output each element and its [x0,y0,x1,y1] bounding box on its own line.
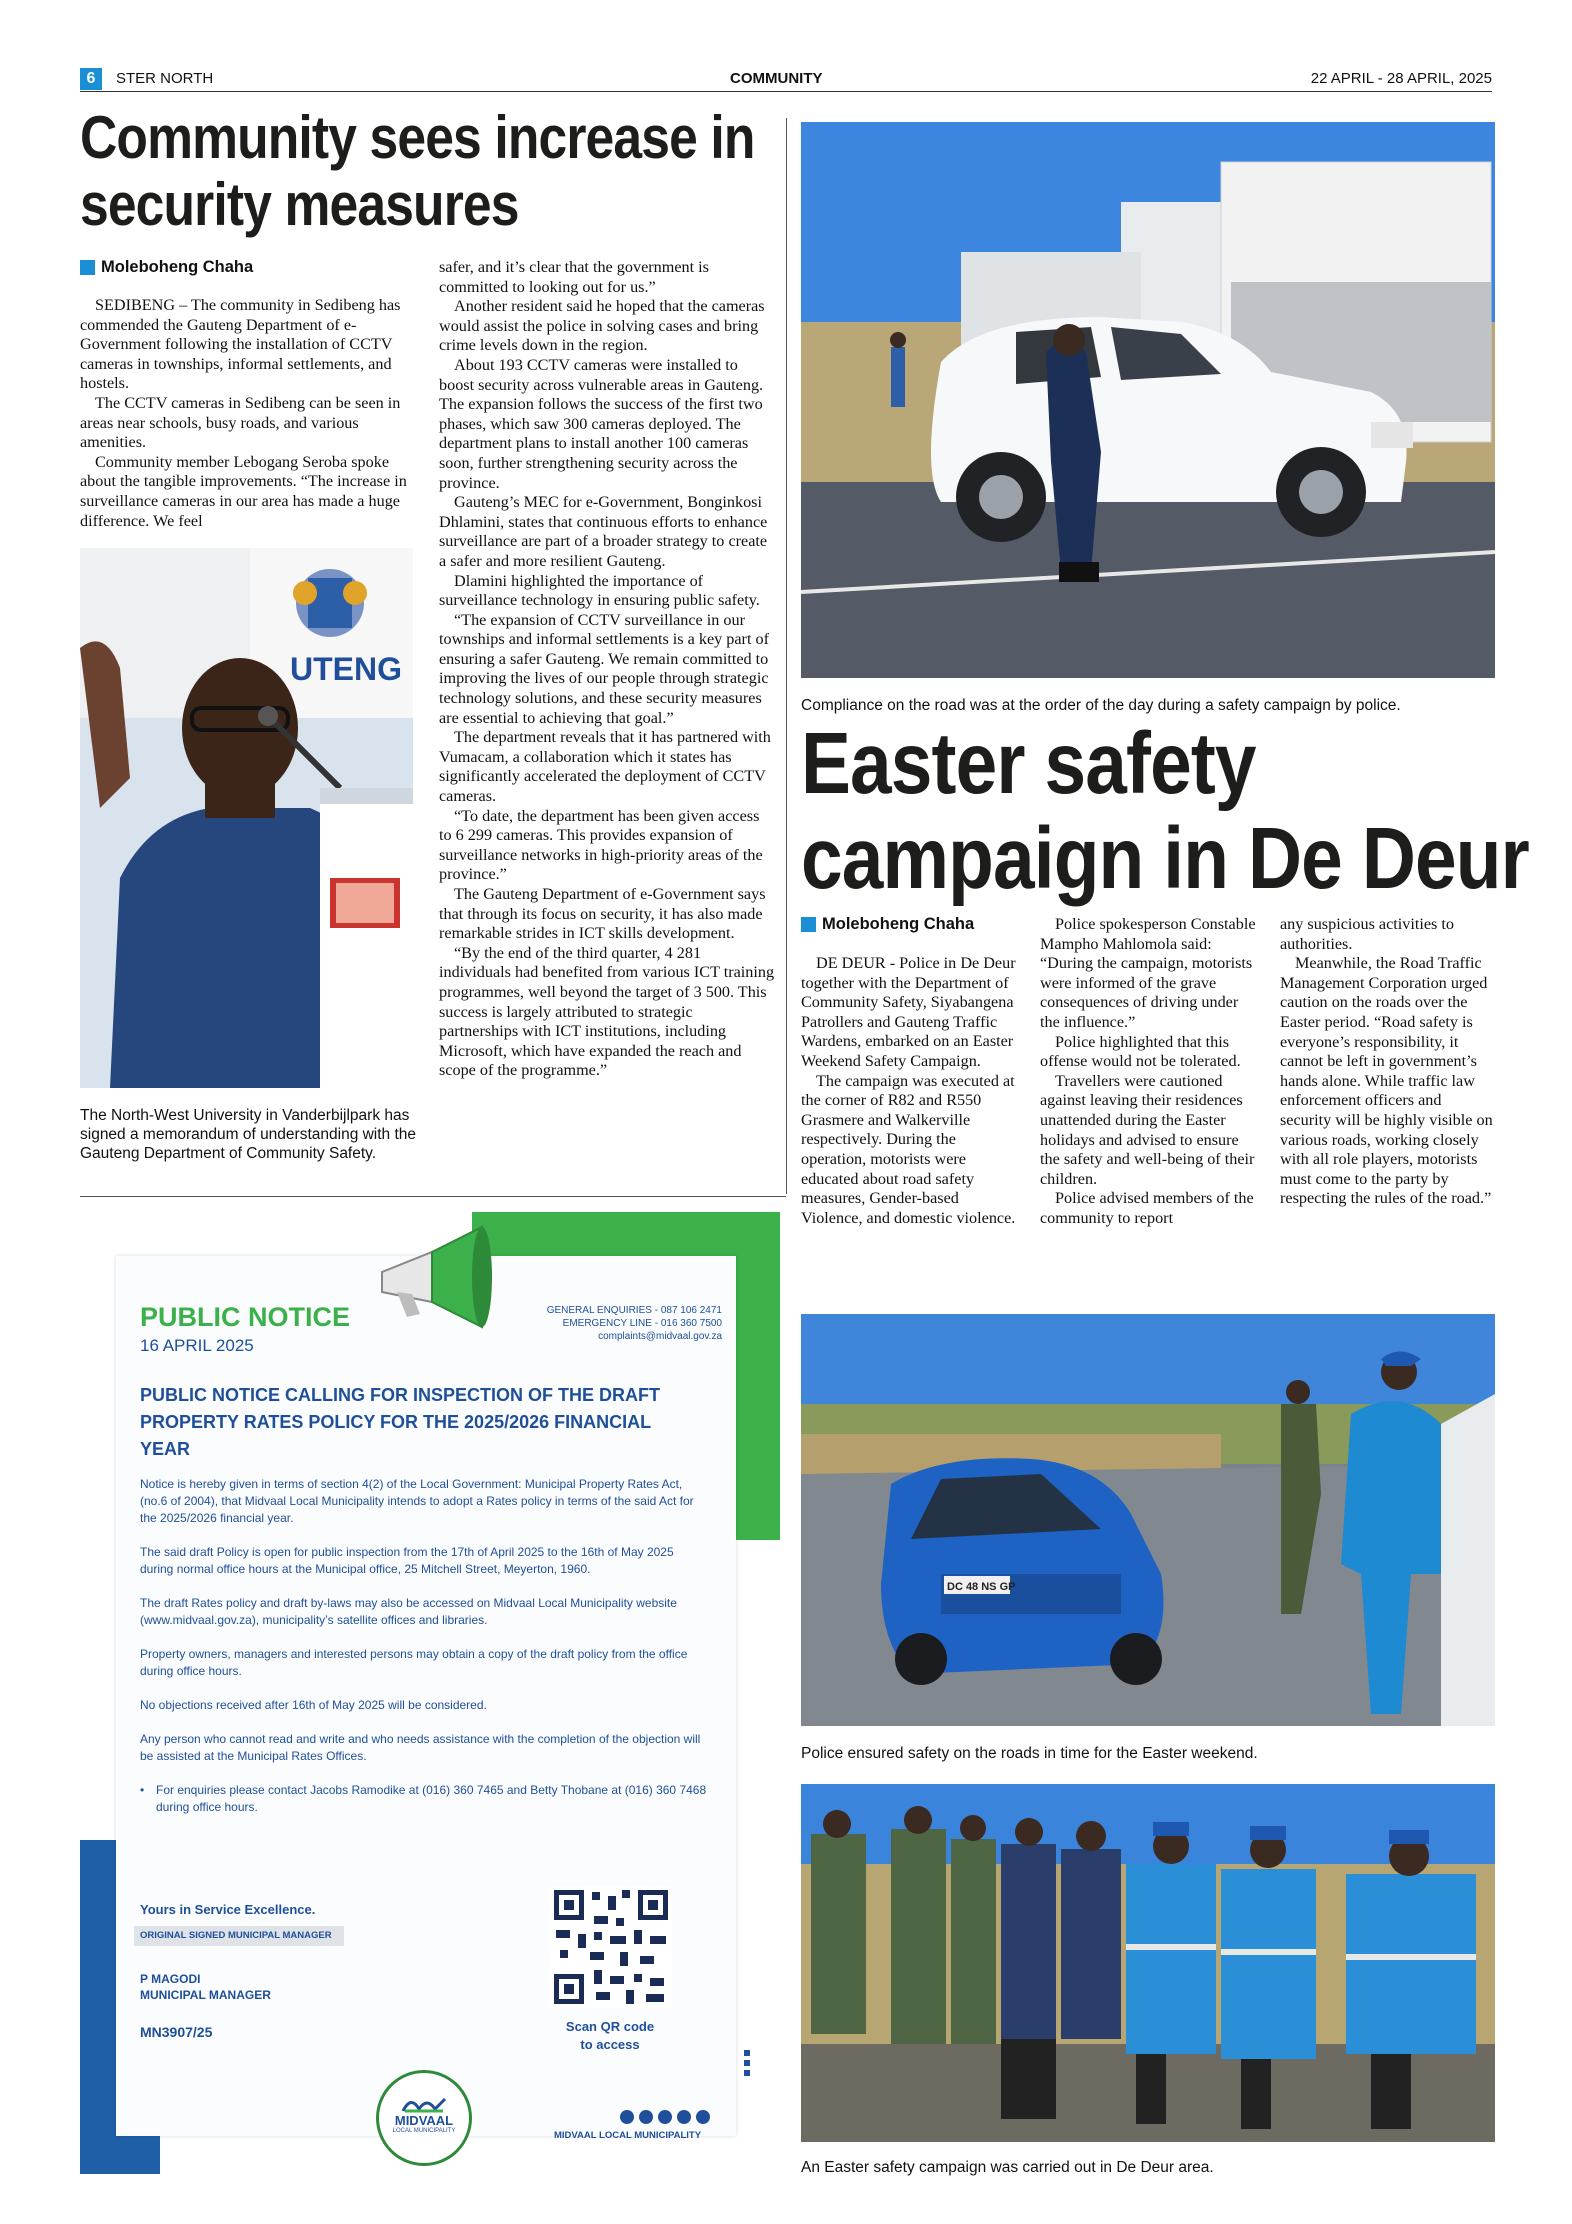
logo-text: MIDVAAL [394,2113,454,2128]
road-safety-photo-caption: Police ensured safety on the roads in time for the Easter weekend. [801,1745,1258,1762]
story2-col2-para: Police spokesperson Constable Mampho Mahlomola said: “During the campaign, motorists were informed of the grave consequences of driving under the influence.” [1040,915,1256,1031]
notice-bullet-text: For enquiries please contact Jacobs Ramodike at (016) 360 7465 and Betty Thobane at (016) 360 7468 during office hours. [156,1783,707,1814]
notice-para: The said draft Policy is open for public inspection from the 17th of April 2025 to the 16th of May 2025 during normal office hours at the Municipal office, 25 Mitchell Street, Meyerton, 1960. [140,1545,674,1576]
bullet-icon: • [140,1783,145,1797]
notice-para: The draft Rates policy and draft by-laws may also be accessed on Midvaal Local Municipality website (www.midvaal.gov.za), municipality’s satellite offices and libraries. [140,1596,677,1627]
story1-col2-para: The department reveals that it has partnered with Vumacam, a collaboration which it states has significantly accelerated the deployment of CCTV cameras. [439,728,771,806]
story1-col1-para: Community member Lebogang Seroba spoke about the tangible improvements. “The increase in surveillance cameras in our area has made a huge difference. We feel [80,452,407,530]
public-notice-advert [80,1212,780,2174]
category-label: COMMUNITY [730,70,823,87]
story1-column2 [439,258,775,1081]
story2-col3-para: any suspicious activities to authorities. [1280,915,1454,953]
story1-col2-para: The Gauteng Department of e-Government says that through its focus on security, it has also made remarkable strides in ICT skills development. [439,885,766,943]
officers-group-photo [801,1784,1495,2142]
emergency-line: EMERGENCY LINE - 016 360 7500 [562,1318,722,1329]
notice-body [140,1476,710,1816]
qr-caption-line2: to access [580,2037,640,2052]
story1-col2-para: safer, and it’s clear that the government is committed to looking out for us.” [439,258,709,296]
story2-col3-para: Meanwhile, the Road Traffic Management Corporation urged caution on the roads over the Easter period. “Road safety is everyone’s responsibility, it cannot be left in government’s hands alone. While traffic law enforcement officers and security will be highly visible on various roads, working closely with all role players, motorists must come to the party by respecting the rules of the road.” [1280,954,1493,1208]
linkedin-icon[interactable] [658,2110,672,2124]
speaker-photo [80,548,413,1088]
story1-col2-para: Gauteng’s MEC for e-Government, Bonginkosi Dhlamini, states that continuous efforts to enhance surveillance are part of a broader strategy to create a safer and more resilient Gauteng. [439,493,768,570]
story2-headline [801,716,1529,906]
notice-para: No objections received after 16th of May 2025 will be considered. [140,1698,487,1712]
more-dots-icon [744,2050,750,2076]
story2-byline [801,915,974,934]
notice-para: Any person who cannot read and write and who needs assistance with the completion of the objection will be assisted at the Municipal Rates Offices. [140,1732,701,1763]
story1-author: Moleboheng Chaha [101,258,254,276]
social-icons [620,2110,710,2124]
midvaal-logo [376,2070,472,2166]
signatory-title: MUNICIPAL MANAGER [140,1988,271,2002]
story2-col2-para: Police highlighted that this offense would not be tolerated. [1040,1032,1241,1071]
story1-headline-line2: security measures [80,171,519,239]
story2-headline-line1: Easter safety [801,715,1256,812]
road-safety-photo [801,1314,1495,1726]
story2-column1 [801,954,1023,1228]
qr-caption-line1: Scan QR code [565,2019,655,2034]
story2-author: Moleboheng Chaha [822,915,975,933]
instagram-icon[interactable] [677,2110,691,2124]
story2-col2-para: Travellers were cautioned against leaving their residences unattended during the Easter holidays and advised to ensure the safety and well-being of their children. [1040,1071,1255,1188]
byline-marker [801,917,816,932]
page-header [80,68,1492,92]
story1-col1-para: SEDIBENG – The community in Sedibeng has commended the Gauteng Department of e-Government following the installation of CCTV cameras in townships, informal settlements, and hostels. [80,296,401,393]
story1-col2-para: “The expansion of CCTV surveillance in our townships and informal settlements is a key part of ensuring a safer Gauteng. We remain committed to improving the lives of our people through strategic technology solutions, and these security measures are essential to achieving that goal.” [439,610,769,727]
story2-headline-line2: campaign in De Deur [801,810,1529,907]
notice-contacts [480,1304,722,1343]
story2-col1-para: DE DEUR - Police in De Deur together with the Department of Community Safety, Siyabangena Patrollers and Gauteng Traffic Wardens, embarked on an Easter Weekend Safety Campaign. [801,954,1016,1070]
podium-sign-text: UTENG [290,651,402,687]
story1-col2-para: Dlamini highlighted the importance of surveillance technology in ensuring public safety. [439,571,760,610]
qr-code-icon[interactable] [550,1886,672,2008]
number-plate: DC 48 NS GP [947,1581,1016,1593]
logo-subtext: LOCAL MUNICIPALITY [392,2128,456,2134]
story2-col2-para: Police advised members of the community to report [1040,1189,1254,1227]
general-enquiries: GENERAL ENQUIRIES - 087 106 2471 [546,1305,722,1316]
notice-reference: MN3907/25 [140,2024,213,2040]
story1-column1 [80,296,413,531]
story1-col2-para: “By the end of the third quarter, 4 281 individuals had benefited from various ICT training programmes, well beyond the target of 3 500. This success is largely attributed to strategic partnerships with ICT institutions, including Microsoft, which have expanded the reach and scope of the programme.” [439,943,775,1080]
signatory-name: P MAGODI [140,1972,201,1986]
notice-signoff: Yours in Service Excellence. [140,1902,316,1917]
column-divider [786,118,787,1194]
notice-bullet [140,1782,710,1816]
speaker-photo-caption: The North-West University in Vanderbijlpark has signed a memorandum of understanding with the Gauteng Department of Community Safety. [80,1107,417,1162]
page-number: 6 [80,68,102,90]
story2-column2 [1040,915,1262,1229]
story1-col2-para: “To date, the department has been given access to 6 299 cameras. This provides expansion of surveillance networks in high-priority areas of the province.” [439,806,763,884]
youtube-icon[interactable] [696,2110,710,2124]
facebook-icon[interactable] [620,2110,634,2124]
story1-col1-para: The CCTV cameras in Sedibeng can be seen in areas near schools, busy roads, and various amenities. [80,393,401,452]
story1-headline [80,104,755,238]
story1-col2-para: Another resident said he hoped that the cameras would assist the police in solving cases and bring crime levels down in the region. [439,297,765,355]
notice-title: PUBLIC NOTICE [140,1302,351,1332]
checkpoint-photo [801,122,1495,678]
story1-col2-para: About 193 CCTV cameras were installed to boost security across vulnerable areas in Gauteng. The expansion follows the success of the first two phases, which saw 300 cameras deployed. The department plans to install another 100 cameras soon, further strengthening security across the province. [439,355,764,492]
notice-para: Notice is hereby given in terms of section 4(2) of the Local Government: Municipal Property Rates Act, (no.6 of 2004), that Midvaal Local Municipality intends to adopt a Rates policy in terms of the said Act for the 2025/2026 financial year. [140,1477,694,1525]
notice-date: 16 APRIL 2025 [140,1336,254,1355]
officers-group-photo-caption: An Easter safety campaign was carried out in De Deur area. [801,2159,1214,2176]
story2-col1-para: The campaign was executed at the corner of R82 and R550 Grasmere and Walkerville respectively. During the operation, motorists were educated about road safety measures, Gender-based Violence, and domestic violence. [801,1071,1016,1227]
x-icon[interactable] [639,2110,653,2124]
notice-footer: MIDVAAL LOCAL MUNICIPALITY [554,2130,702,2141]
qr-caption [520,2018,700,2054]
notice-heading: PUBLIC NOTICE CALLING FOR INSPECTION OF THE DRAFT PROPERTY RATES POLICY FOR THE 2025/2026 FINANCIAL YEAR [140,1385,660,1459]
logo-mark-icon [379,2095,469,2113]
signed-box: ORIGINAL SIGNED MUNICIPAL MANAGER [134,1926,344,1946]
story1-headline-line1: Community sees increase in [80,104,755,171]
complaints-email: complaints@midvaal.gov.za [598,1331,722,1342]
story2-column3 [1280,915,1494,1209]
issue-date: 22 APRIL - 28 APRIL, 2025 [1310,70,1492,87]
story1-byline [80,258,253,277]
section-name: STER NORTH [116,70,214,87]
checkpoint-photo-caption: Compliance on the road was at the order of the day during a safety campaign by police. [801,697,1401,714]
byline-marker [80,260,95,275]
section-rule [80,1196,786,1197]
notice-para: Property owners, managers and interested persons may obtain a copy of the draft policy from the office during office hours. [140,1647,688,1678]
